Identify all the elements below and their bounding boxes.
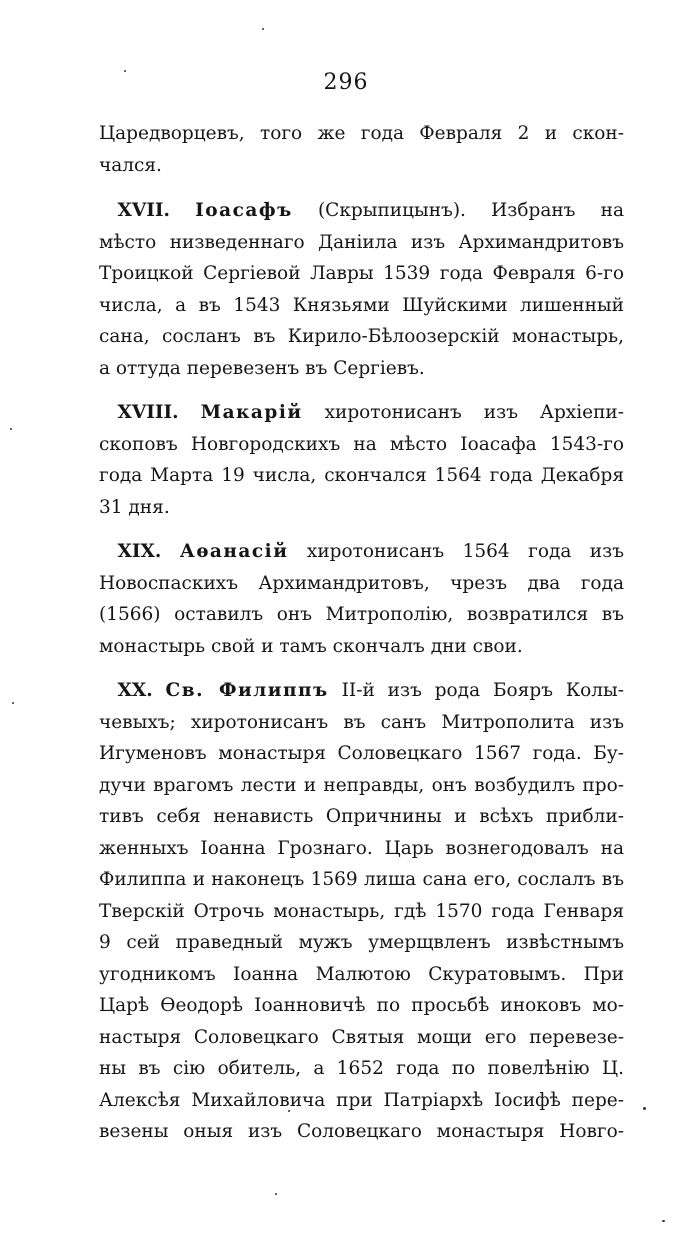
entry-name: Іоасафъ <box>195 200 293 221</box>
scan-speck <box>288 1110 290 1112</box>
text-fragment: (Скрыпицынъ). Избранъ на <box>317 200 624 221</box>
text-fragment: хиротонисанъ 1564 года изъ <box>306 541 624 562</box>
text-line: Новоспаскихъ Архимандритовъ, чрезъ два года <box>99 572 624 594</box>
text-line: дучи врагомъ лести и неправды, онъ возбудилъ про- <box>99 774 624 796</box>
scan-speck <box>12 702 14 704</box>
entry-numeral: XVIII. <box>117 402 179 423</box>
text-line: числа, а въ 1543 Князьями Шуйскими лишенный <box>99 294 624 316</box>
text-fragment: хиротонисанъ изъ Архіепи- <box>324 402 624 423</box>
text-line: мѣсто низведеннаго Даніила изъ Архимандритовъ <box>99 231 624 253</box>
text-line: монастырь свой и тамъ скончалъ дни свои. <box>99 635 523 657</box>
text-line: Царедворцевъ, того же года Февраля 2 и скон- <box>99 123 624 144</box>
text-fragment: II-й изъ рода Бояръ Колы- <box>341 680 624 701</box>
text-line-heading <box>99 675 624 707</box>
text-line: 31 дня. <box>99 496 170 518</box>
entry-name: Аѳанасій <box>179 541 289 562</box>
entry-numeral: XIX. <box>117 541 162 562</box>
entry-numeral: XVII. <box>117 200 170 221</box>
scan-speck <box>662 1220 665 1222</box>
scan-speck <box>643 1107 646 1110</box>
scan-speck <box>262 28 264 30</box>
text-line: (1566) оставилъ онъ Митрополію, возвратился въ <box>99 604 624 625</box>
scan-speck <box>275 1193 277 1195</box>
paragraph-xvii <box>99 195 624 384</box>
text-line: Алексѣя Михайловича при Патріархѣ Іосифѣ пере- <box>99 1089 624 1111</box>
entry-name: Макарій <box>200 402 303 423</box>
text-line: года Марта 19 числа, скончался 1564 года Декабря <box>99 465 624 486</box>
text-line: Игуменовъ монастыря Соловецкаго 1567 года. Бу- <box>99 743 624 764</box>
text-line: тивъ себя ненависть Опричнины и всѣхъ прибли- <box>99 806 624 827</box>
text-line: Тверскій Отрочь монастырь, гдѣ 1570 года Генваря <box>99 900 624 922</box>
scan-speck <box>124 70 126 72</box>
text-line: настыря Соловецкаго Святыя мощи его перевезе- <box>99 1026 624 1048</box>
text-line: Царѣ Ѳеодорѣ Іоанновичѣ по просьбѣ иноковъ мо- <box>99 995 624 1016</box>
paragraph-xix <box>99 536 624 662</box>
entry-numeral: XX. <box>117 680 153 701</box>
text-line: ны въ сію обитель, а 1652 года по повелѣнію Ц. <box>99 1058 624 1079</box>
paragraph-xx <box>99 675 624 1148</box>
text-line-heading <box>99 397 624 429</box>
text-line-heading <box>99 195 624 227</box>
text-line: Троицкой Сергіевой Лавры 1539 года Февраля 6-го <box>99 263 624 284</box>
text-line: а оттуда перевезенъ въ Сергіевъ. <box>99 357 425 379</box>
text-line: чался. <box>99 154 162 176</box>
scan-speck <box>10 428 12 430</box>
paragraph-continuation <box>99 118 624 181</box>
text-line: 9 сей праведный мужъ умерщвленъ извѣстнымъ <box>99 932 624 953</box>
text-body <box>99 118 624 1161</box>
text-line: скоповъ Новгородскихъ на мѣсто Іоасафа 1543-го <box>99 433 624 455</box>
text-line: женныхъ Іоанна Грознаго. Царь вознегодовалъ на <box>99 837 624 859</box>
text-line: сана, сосланъ въ Кирило-Бѣлоозерскій монастырь, <box>99 326 624 347</box>
text-line: чевыхъ; хиротонисанъ въ санъ Митрополита изъ <box>99 711 624 733</box>
text-line: Филиппа и наконецъ 1569 лиша сана его, сослалъ въ <box>99 869 624 890</box>
page-number: 296 <box>323 70 369 95</box>
text-line: угодникомъ Іоанна Малютою Скуратовымъ. При <box>99 963 624 985</box>
entry-name: Св. Филиппъ <box>165 680 329 701</box>
paragraph-xviii <box>99 397 624 523</box>
text-line: везены оныя изъ Соловецкаго монастыря Новго- <box>99 1121 624 1142</box>
text-line-heading <box>99 536 624 568</box>
